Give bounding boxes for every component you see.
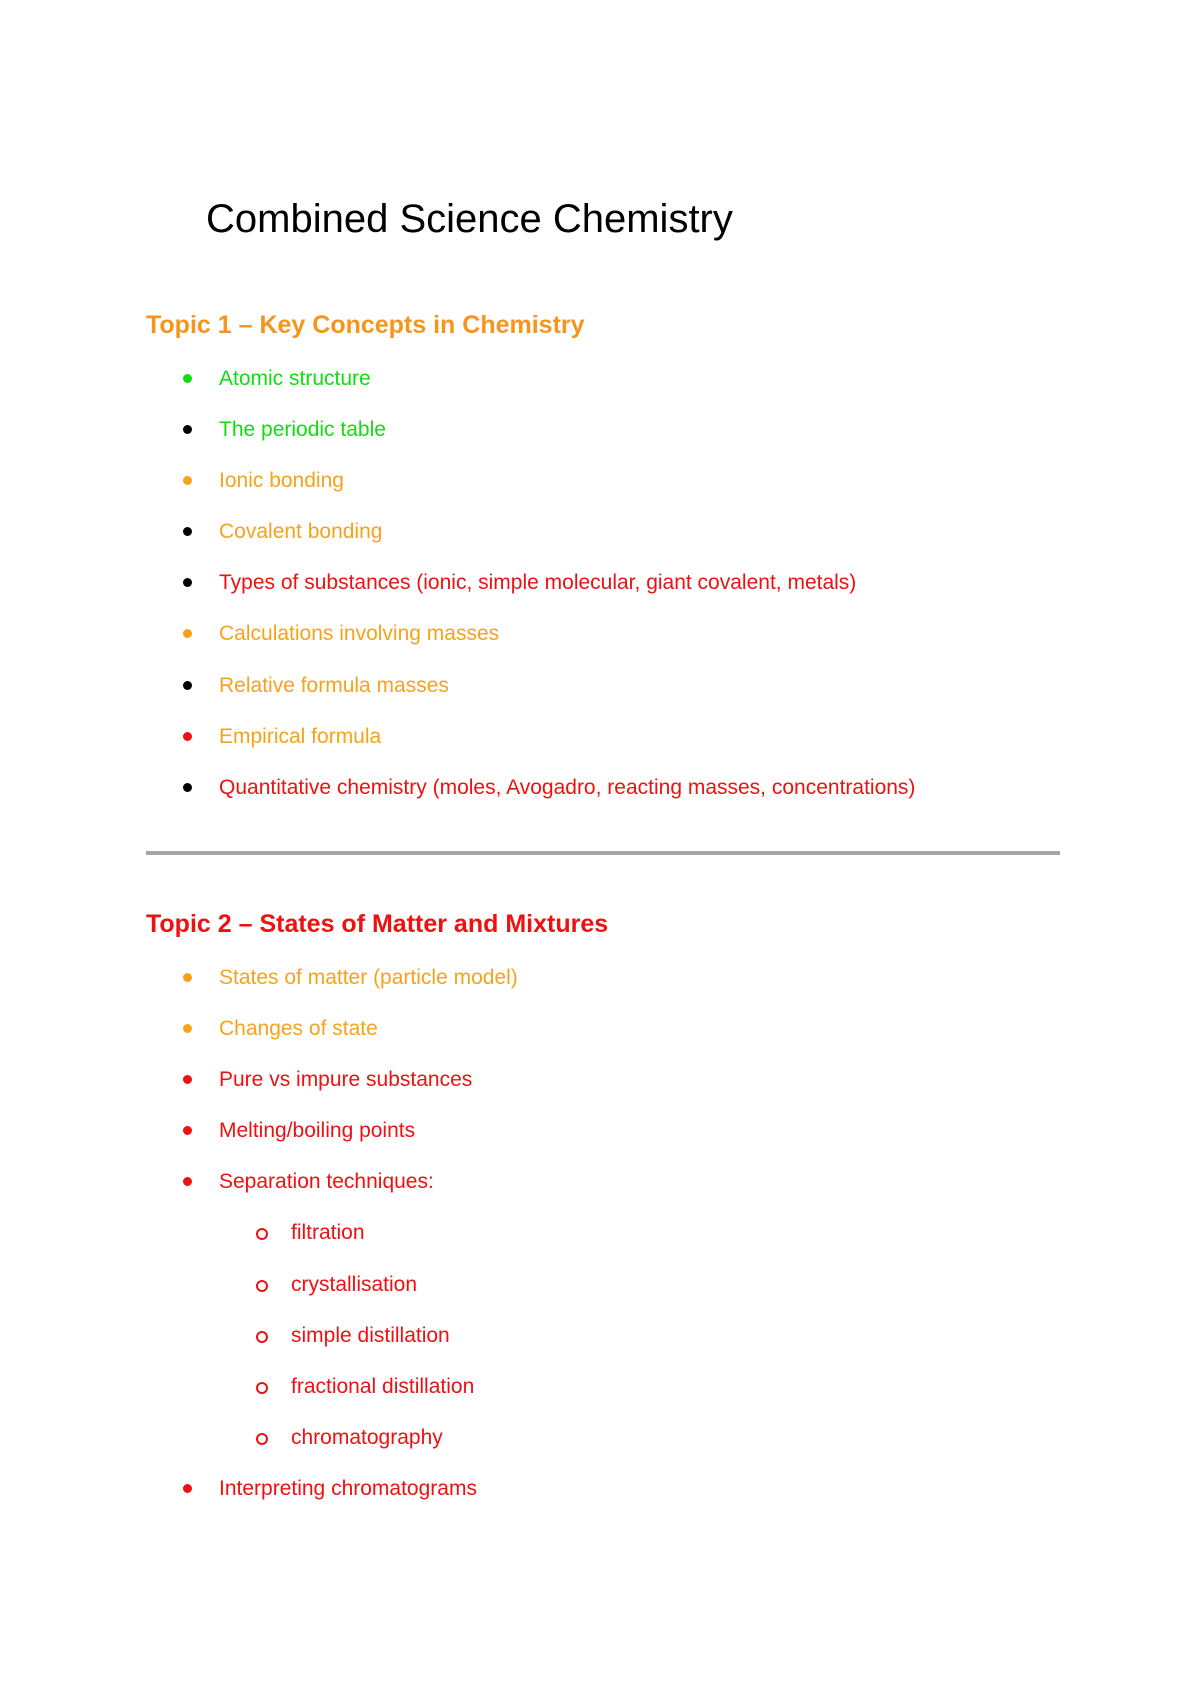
bullet-icon xyxy=(183,578,192,587)
bullet-icon xyxy=(183,783,192,792)
list-item-label: Pure vs impure substances xyxy=(219,1068,473,1091)
sub-list-item-label: crystallisation xyxy=(291,1273,418,1296)
sub-list-item-label: simple distillation xyxy=(291,1324,450,1347)
list-item-label: Ionic bonding xyxy=(219,469,344,492)
topic-2-heading: Topic 2 – States of Matter and Mixtures xyxy=(146,910,609,938)
list-item-label: Atomic structure xyxy=(219,367,371,390)
list-item-label: Changes of state xyxy=(219,1017,378,1040)
bullet-icon xyxy=(183,1177,192,1186)
list-item-label: Empirical formula xyxy=(219,725,382,748)
bullet-icon xyxy=(183,629,192,638)
bullet-icon xyxy=(183,425,192,434)
sub-list-item-label: fractional distillation xyxy=(291,1375,475,1398)
bullet-icon xyxy=(183,973,192,982)
list-item-label: Calculations involving masses xyxy=(219,622,500,645)
bullet-icon xyxy=(183,732,192,741)
list-item-label: Interpreting chromatograms xyxy=(219,1477,477,1500)
sub-list-item-label: chromatography xyxy=(291,1426,443,1449)
hollow-bullet-icon xyxy=(256,1433,268,1445)
bullet-icon xyxy=(183,374,192,383)
list-item-label: Melting/boiling points xyxy=(219,1119,416,1142)
document-title: Combined Science Chemistry xyxy=(206,197,733,241)
list-item-label: Types of substances (ionic, simple molecular, giant covalent, metals) xyxy=(219,571,857,594)
bullet-icon xyxy=(183,1075,192,1084)
section-divider xyxy=(146,851,1060,855)
hollow-bullet-icon xyxy=(256,1382,268,1394)
list-item-label: Quantitative chemistry (moles, Avogadro, reacting masses, concentrations) xyxy=(219,776,916,799)
bullet-icon xyxy=(183,1126,192,1135)
bullet-icon xyxy=(183,1484,192,1493)
list-item-label: Covalent bonding xyxy=(219,520,383,543)
sub-list-item-label: filtration xyxy=(291,1221,365,1244)
hollow-bullet-icon xyxy=(256,1228,268,1240)
list-item-label: The periodic table xyxy=(219,418,386,441)
bullet-icon xyxy=(183,1024,192,1033)
bullet-icon xyxy=(183,527,192,536)
list-item-label: Relative formula masses xyxy=(219,674,449,697)
hollow-bullet-icon xyxy=(256,1331,268,1343)
bullet-icon xyxy=(183,476,192,485)
topic-1-heading: Topic 1 – Key Concepts in Chemistry xyxy=(146,311,585,339)
hollow-bullet-icon xyxy=(256,1280,268,1292)
bullet-icon xyxy=(183,681,192,690)
list-item-label: States of matter (particle model) xyxy=(219,966,518,989)
list-item-label: Separation techniques: xyxy=(219,1170,434,1193)
